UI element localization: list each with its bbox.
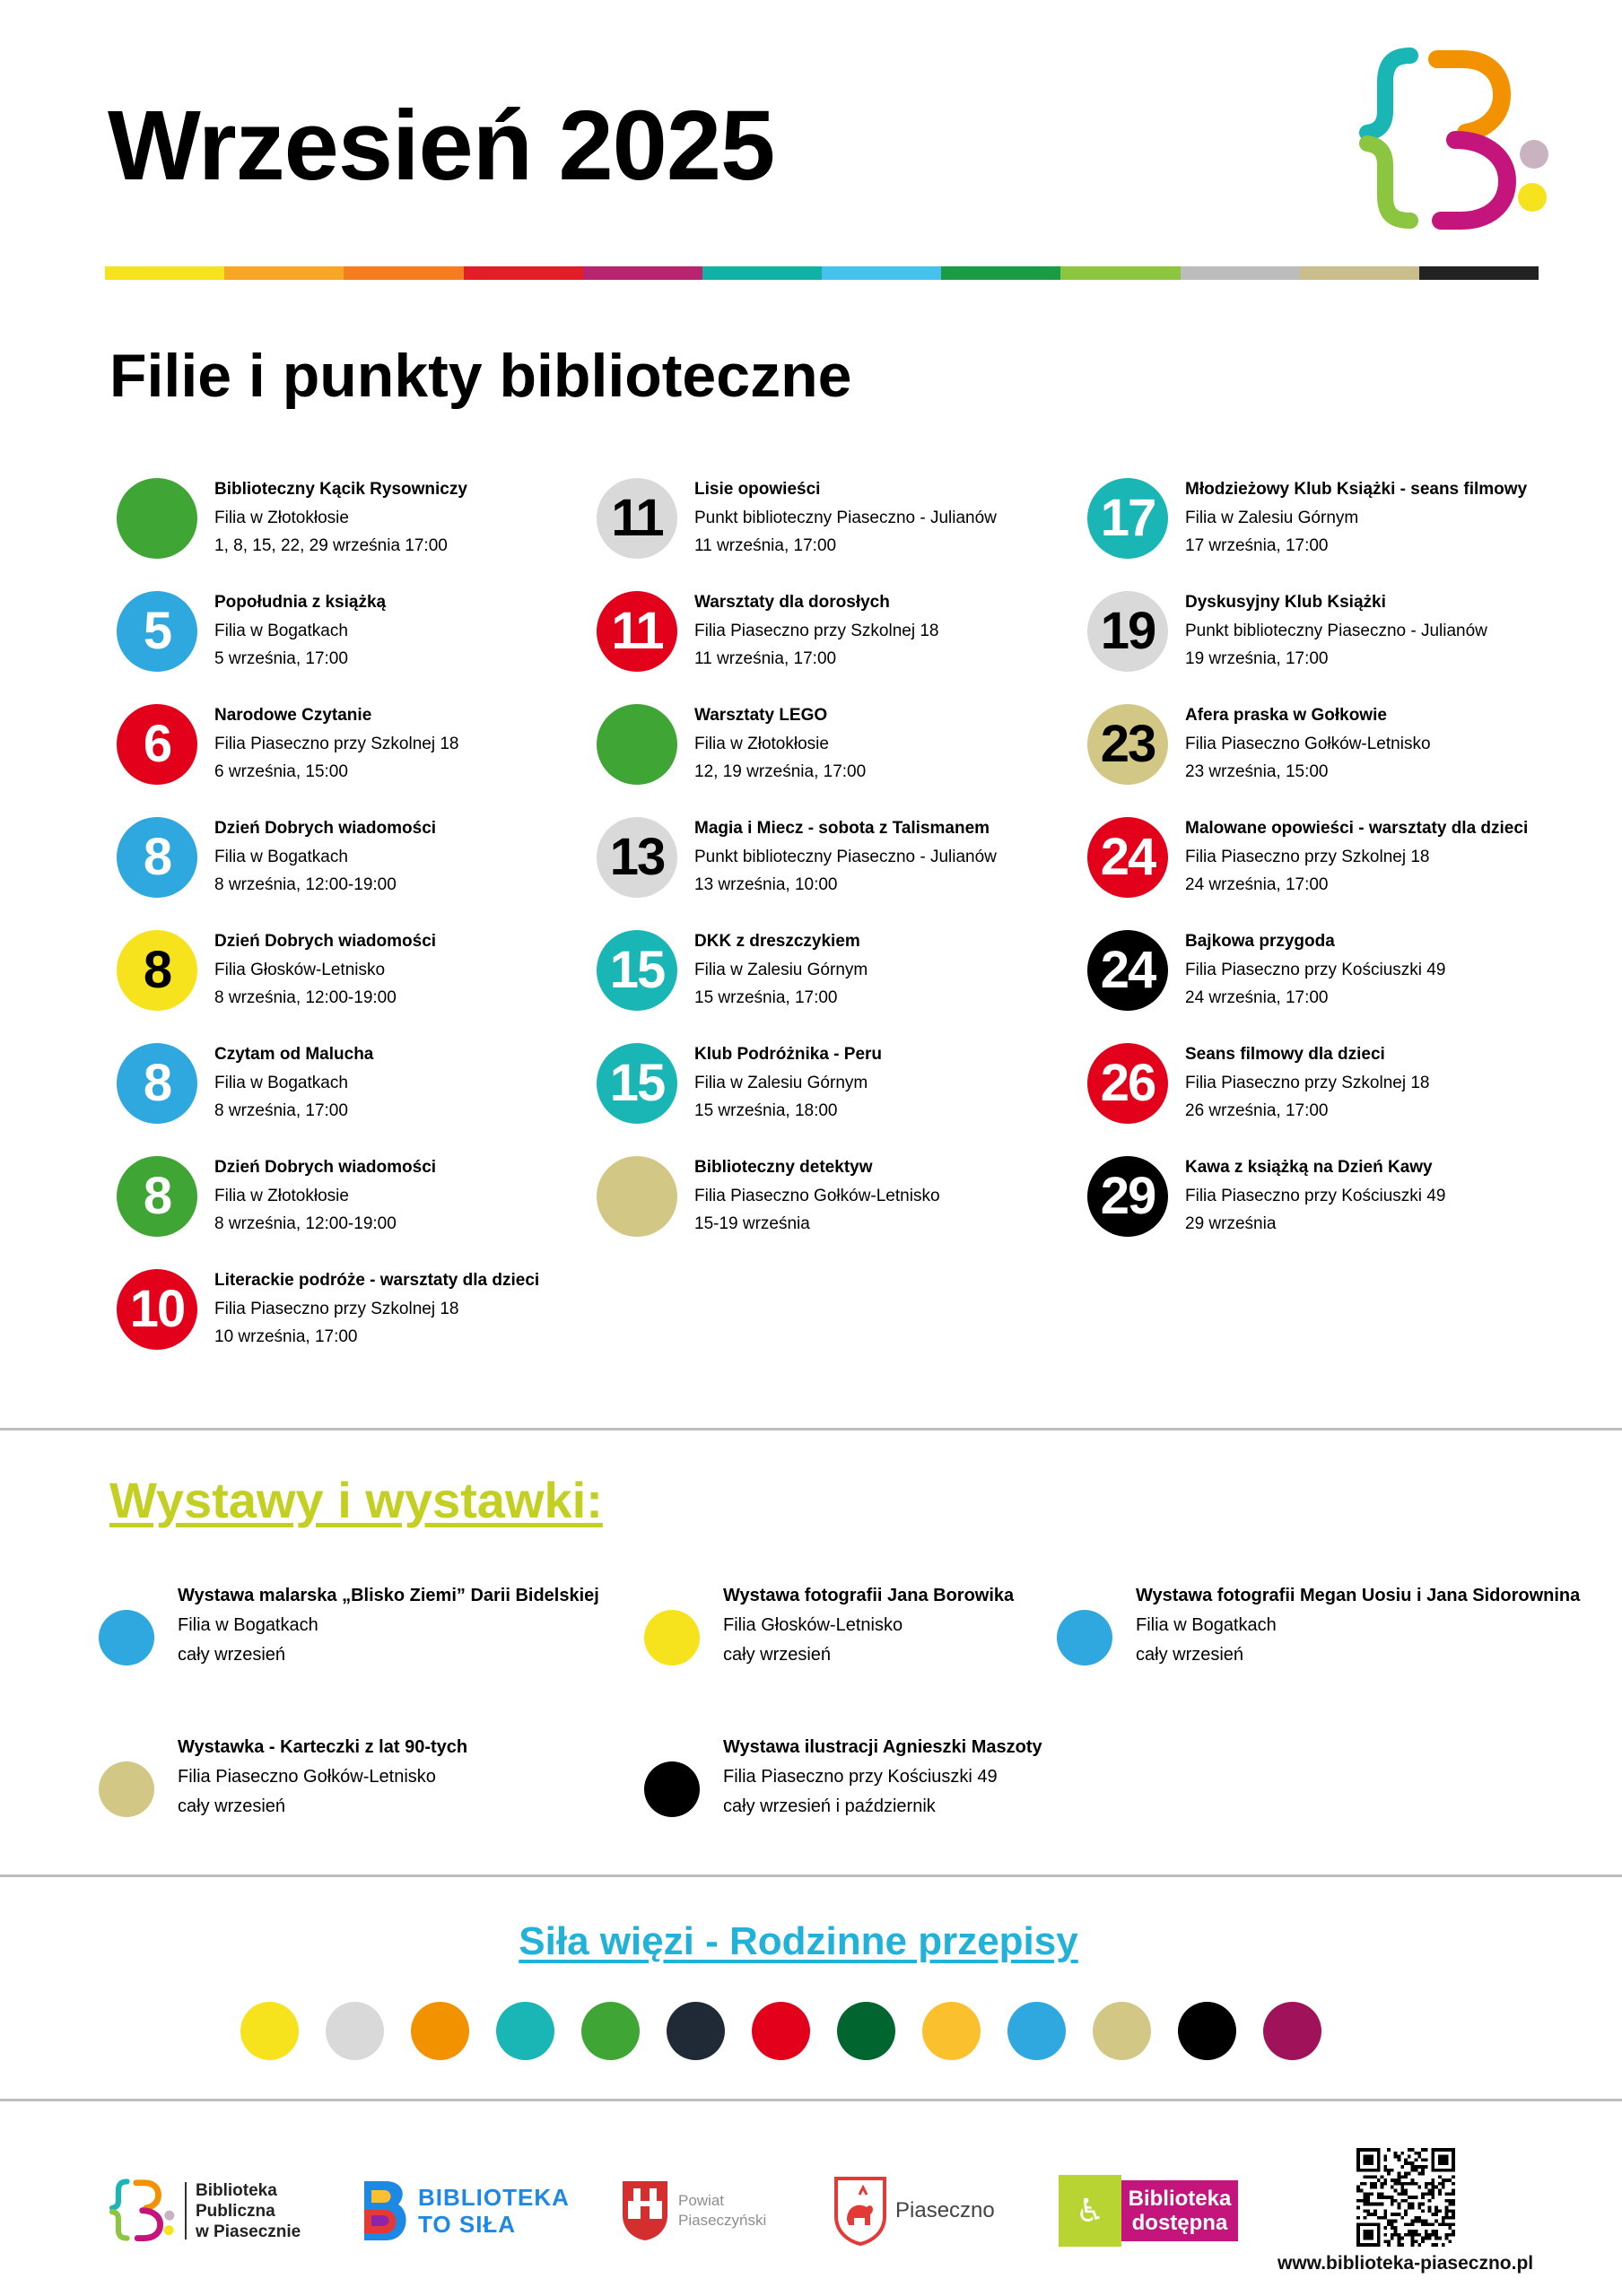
event-place: Filia Piaseczno przy Szkolnej 18 (214, 734, 459, 753)
event-item (597, 1040, 1063, 1139)
family-color-dot (581, 2002, 640, 2060)
page-title: Wrzesień 2025 (108, 91, 775, 201)
exhibition-item (1057, 1581, 1581, 1680)
event-item (597, 814, 1063, 913)
event-title: DKK z dreszczykiem (694, 932, 860, 951)
piaseczno-text: Piaseczno (895, 2198, 995, 2222)
event-item (1087, 814, 1554, 913)
event-time: 12, 19 września, 17:00 (694, 762, 867, 781)
event-time: 24 września, 17:00 (1185, 875, 1329, 894)
event-item (117, 475, 583, 574)
strip-segment (1060, 266, 1180, 280)
date-circle (597, 704, 677, 785)
event-place: Filia w Zalesiu Górnym (694, 960, 868, 979)
biblioteka-to-sila-logo (359, 2175, 570, 2247)
piaseczno-logo (833, 2175, 995, 2247)
exhibition-time: cały wrzesień (723, 1645, 832, 1665)
family-color-dot (667, 2002, 725, 2060)
powiat-logo (621, 2175, 766, 2247)
event-time: 15 września, 18:00 (694, 1101, 838, 1120)
event-time: 6 września, 15:00 (214, 762, 348, 781)
footer-library-name-line: Publiczna (196, 2201, 275, 2221)
exhibition-item (99, 1733, 601, 1831)
exhibition-place: Filia Piaseczno przy Kościuszki 49 (723, 1767, 998, 1787)
event-place: Punkt biblioteczny Piaseczno - Julianów (1185, 621, 1487, 640)
event-item (1087, 588, 1554, 687)
event-title: Seans filmowy dla dzieci (1185, 1045, 1385, 1064)
event-text (214, 814, 436, 900)
exhibition-time: cały wrzesień (178, 1645, 286, 1665)
event-place: Filia Piaseczno przy Szkolnej 18 (214, 1299, 459, 1318)
date-circle: 8 (117, 1043, 197, 1124)
exhibition-place: Filia Głosków-Letnisko (723, 1615, 903, 1635)
event-title: Dzień Dobrych wiadomości (214, 932, 437, 951)
event-place: Filia w Bogatkach (214, 621, 348, 640)
event-text (694, 927, 868, 1013)
date-circle: 10 (117, 1269, 197, 1350)
event-text (1185, 1153, 1445, 1239)
event-text (1185, 475, 1527, 561)
strip-segment (941, 266, 1060, 280)
event-item (117, 701, 583, 800)
event-time: 8 września, 12:00-19:00 (214, 1214, 397, 1233)
event-title: Warsztaty dla dorosłych (694, 593, 890, 612)
event-title: Lisie opowieści (694, 480, 821, 499)
event-item (117, 927, 583, 1026)
family-color-dot (752, 2002, 810, 2060)
event-item (597, 927, 1063, 1026)
date-circle: 8 (117, 930, 197, 1011)
strip-segment (822, 266, 941, 280)
event-place: Punkt biblioteczny Piaseczno - Julianów (694, 508, 997, 527)
event-item (117, 1153, 583, 1252)
event-place: Filia w Złotokłosie (694, 734, 829, 753)
event-item (1087, 701, 1554, 800)
event-time: 1, 8, 15, 22, 29 września 17:00 (214, 536, 448, 555)
date-circle: 6 (117, 704, 197, 785)
event-time: 8 września, 12:00-19:00 (214, 988, 397, 1007)
event-title: Malowane opowieści - warsztaty dla dzieci (1185, 819, 1529, 838)
event-text (214, 1040, 373, 1126)
event-title: Młodzieżowy Klub Książki - seans filmowy (1185, 480, 1528, 499)
event-place: Filia Piaseczno przy Szkolnej 18 (1185, 1073, 1430, 1092)
event-time: 24 września, 17:00 (1185, 988, 1329, 1007)
exhibition-time: cały wrzesień i październik (723, 1796, 936, 1816)
strip-segment (1300, 266, 1419, 280)
date-circle: 23 (1087, 704, 1168, 785)
footer-library-name-line: w Piasecznie (196, 2222, 301, 2241)
website-link[interactable]: www.biblioteka-piaseczno.pl (1278, 2253, 1534, 2274)
event-text (694, 814, 997, 900)
event-time: 8 września, 12:00-19:00 (214, 875, 397, 894)
exhibition-text (723, 1733, 1042, 1822)
exhibition-item (99, 1581, 601, 1680)
event-title: Narodowe Czytanie (214, 706, 372, 725)
exhibition-text (723, 1581, 1014, 1670)
strip-segment (702, 266, 822, 280)
biblioteka-to-sila-icon (359, 2178, 413, 2244)
event-title: Dzień Dobrych wiadomości (214, 1158, 437, 1177)
event-item (597, 701, 1063, 800)
color-strip (105, 266, 1539, 280)
exhibition-place: Filia Piaseczno Gołków-Letnisko (178, 1767, 436, 1787)
powiat-line: Powiat (678, 2192, 725, 2209)
event-place: Filia w Zalesiu Górnym (1185, 508, 1359, 527)
strip-segment (344, 266, 463, 280)
event-time: 5 września, 17:00 (214, 649, 348, 668)
event-place: Filia Piaseczno przy Szkolnej 18 (1185, 847, 1430, 866)
footer-library-logo (106, 2175, 301, 2247)
event-place: Filia Piaseczno przy Kościuszki 49 (1185, 960, 1446, 979)
event-text (214, 701, 458, 787)
event-item (117, 1266, 583, 1365)
event-title: Klub Podróżnika - Peru (694, 1045, 883, 1064)
family-color-dots (240, 2002, 1321, 2060)
biblioteka-dostepna-logo (1059, 2175, 1238, 2247)
exhibition-title: Wystawa fotografii Jana Borowika (723, 1586, 1015, 1605)
date-circle: 11 (597, 591, 677, 672)
exhibition-color-dot (99, 1610, 154, 1665)
event-title: Dyskusyjny Klub Książki (1185, 593, 1386, 612)
strip-segment (1181, 266, 1300, 280)
event-item (1087, 927, 1554, 1026)
bd-line: Biblioteka (1128, 2187, 1232, 2211)
family-color-dot (1178, 2002, 1236, 2060)
event-text (694, 701, 866, 787)
piaseczno-crest-icon (833, 2175, 888, 2247)
event-text (214, 475, 467, 561)
event-item (117, 588, 583, 687)
exhibition-time: cały wrzesień (1136, 1645, 1244, 1665)
exhibition-place: Filia w Bogatkach (1136, 1615, 1277, 1635)
event-time: 17 września, 17:00 (1185, 536, 1329, 555)
event-text (1185, 814, 1528, 900)
footer-library-name (196, 2180, 301, 2242)
event-item (597, 1153, 1063, 1252)
event-item (597, 588, 1063, 687)
strip-segment (583, 266, 702, 280)
event-text (694, 1040, 882, 1126)
exhibition-text (178, 1581, 599, 1670)
event-place: Filia Głosków-Letnisko (214, 960, 386, 979)
date-circle: 8 (117, 1156, 197, 1237)
event-place: Filia Piaseczno przy Kościuszki 49 (1185, 1186, 1446, 1205)
event-text (1185, 588, 1487, 674)
family-color-dot (326, 2002, 384, 2060)
family-color-dot (240, 2002, 299, 2060)
event-title: Biblioteczny detektyw (694, 1158, 873, 1177)
event-item (117, 814, 583, 913)
event-title: Czytam od Malucha (214, 1045, 374, 1064)
event-item (117, 1040, 583, 1139)
event-place: Filia w Bogatkach (214, 847, 348, 866)
biblioteka-dostepna-text (1121, 2180, 1238, 2241)
event-time: 11 września, 17:00 (694, 536, 837, 555)
event-place: Filia Piaseczno Gołków-Letnisko (694, 1186, 940, 1205)
event-text (214, 927, 436, 1013)
event-item (1087, 475, 1554, 574)
powiat-crest-icon (621, 2179, 669, 2242)
powiat-text (678, 2191, 766, 2231)
family-color-dot (922, 2002, 981, 2060)
family-color-dot (411, 2002, 469, 2060)
exhibition-time: cały wrzesień (178, 1796, 286, 1816)
bts-line: BIBLIOTEKA (418, 2184, 570, 2211)
event-time: 29 września (1185, 1214, 1277, 1233)
footer-library-name-line: Biblioteka (196, 2180, 277, 2200)
powiat-line: Piaseczyński (678, 2212, 767, 2229)
family-title[interactable]: Siła więzi - Rodzinne przepisy (519, 1919, 1078, 1963)
event-place: Filia w Złotokłosie (214, 508, 349, 527)
date-circle: 13 (597, 817, 677, 898)
biblioteka-to-sila-text (418, 2184, 570, 2238)
date-circle: 24 (1087, 817, 1168, 898)
event-place: Filia w Bogatkach (214, 1073, 348, 1092)
divider (0, 1874, 1622, 1877)
exhibition-text (1136, 1581, 1580, 1670)
library-logo-icon (1355, 47, 1552, 235)
event-text (694, 1153, 940, 1239)
event-time: 11 września, 17:00 (694, 649, 837, 668)
event-time: 15-19 września (694, 1214, 810, 1233)
logo-separator (185, 2182, 187, 2239)
event-place: Filia Piaseczno Gołków-Letnisko (1185, 734, 1431, 753)
family-color-dot (1093, 2002, 1151, 2060)
event-time: 13 września, 10:00 (694, 875, 838, 894)
event-text (214, 588, 386, 674)
event-title: Literackie podróże - warsztaty dla dzieci (214, 1271, 540, 1290)
exhibition-color-dot (644, 1761, 700, 1817)
event-item (597, 475, 1063, 574)
event-title: Warsztaty LEGO (694, 706, 828, 725)
event-text (214, 1153, 436, 1239)
qr-code[interactable] (1356, 2148, 1455, 2247)
event-time: 10 września, 17:00 (214, 1327, 358, 1346)
family-color-dot (1007, 2002, 1066, 2060)
date-circle: 8 (117, 817, 197, 898)
exhibition-color-dot (644, 1610, 700, 1665)
family-color-dot (496, 2002, 554, 2060)
exhibitions-title: Wystawy i wystawki: (109, 1472, 603, 1528)
exhibition-item (644, 1733, 1147, 1831)
event-title: Afera praska w Gołkowie (1185, 706, 1387, 725)
family-color-dot (837, 2002, 895, 2060)
library-logo-icon (106, 2179, 178, 2243)
date-circle: 5 (117, 591, 197, 672)
event-place: Punkt biblioteczny Piaseczno - Julianów (694, 847, 997, 866)
date-circle: 11 (597, 478, 677, 559)
event-time: 23 września, 15:00 (1185, 762, 1329, 781)
date-circle: 15 (597, 1043, 677, 1124)
event-title: Popołudnia z książką (214, 593, 387, 612)
exhibition-title: Wystawka - Karteczki z lat 90-tych (178, 1737, 468, 1757)
date-circle: 17 (1087, 478, 1168, 559)
event-text (694, 475, 997, 561)
exhibition-title: Wystawa ilustracji Agnieszki Maszoty (723, 1737, 1042, 1757)
exhibition-text (178, 1733, 467, 1822)
date-circle (117, 478, 197, 559)
divider (0, 2099, 1622, 2101)
event-title: Dzień Dobrych wiadomości (214, 819, 437, 838)
event-place: Filia Piaseczno przy Szkolnej 18 (694, 621, 939, 640)
event-title: Bajkowa przygoda (1185, 932, 1335, 951)
section-title: Filie i punkty biblioteczne (109, 342, 852, 410)
bts-line: TO SIŁA (418, 2211, 517, 2238)
exhibition-place: Filia w Bogatkach (178, 1615, 318, 1635)
strip-segment (105, 266, 224, 280)
strip-segment (224, 266, 344, 280)
date-circle: 24 (1087, 930, 1168, 1011)
event-place: Filia w Złotokłosie (214, 1186, 349, 1205)
date-circle (597, 1156, 677, 1237)
event-time: 26 września, 17:00 (1185, 1101, 1329, 1120)
strip-segment (464, 266, 583, 280)
bd-line: dostępna (1131, 2211, 1228, 2235)
date-circle: 15 (597, 930, 677, 1011)
event-time: 15 września, 17:00 (694, 988, 838, 1007)
event-time: 19 września, 17:00 (1185, 649, 1329, 668)
wheelchair-icon: ♿ (1059, 2175, 1121, 2247)
event-text (214, 1266, 539, 1352)
event-title: Kawa z książką na Dzień Kawy (1185, 1158, 1433, 1177)
event-place: Filia w Zalesiu Górnym (694, 1073, 868, 1092)
exhibition-color-dot (1057, 1610, 1112, 1665)
date-circle: 19 (1087, 591, 1168, 672)
date-circle: 26 (1087, 1043, 1168, 1124)
strip-segment (1419, 266, 1539, 280)
event-text (694, 588, 938, 674)
divider (0, 1428, 1622, 1431)
event-time: 8 września, 17:00 (214, 1101, 348, 1120)
date-circle: 29 (1087, 1156, 1168, 1237)
event-text (1185, 1040, 1429, 1126)
family-color-dot (1263, 2002, 1321, 2060)
event-title: Magia i Miecz - sobota z Talismanem (694, 819, 990, 838)
exhibition-title: Wystawa fotografii Megan Uosiu i Jana Sidorownina (1136, 1586, 1581, 1605)
event-item (1087, 1040, 1554, 1139)
event-text (1185, 927, 1445, 1013)
exhibition-color-dot (99, 1761, 154, 1817)
event-item (1087, 1153, 1554, 1252)
event-title: Biblioteczny Kącik Rysowniczy (214, 480, 467, 499)
exhibition-title: Wystawa malarska „Blisko Ziemi” Darii Bidelskiej (178, 1586, 599, 1605)
event-text (1185, 701, 1431, 787)
